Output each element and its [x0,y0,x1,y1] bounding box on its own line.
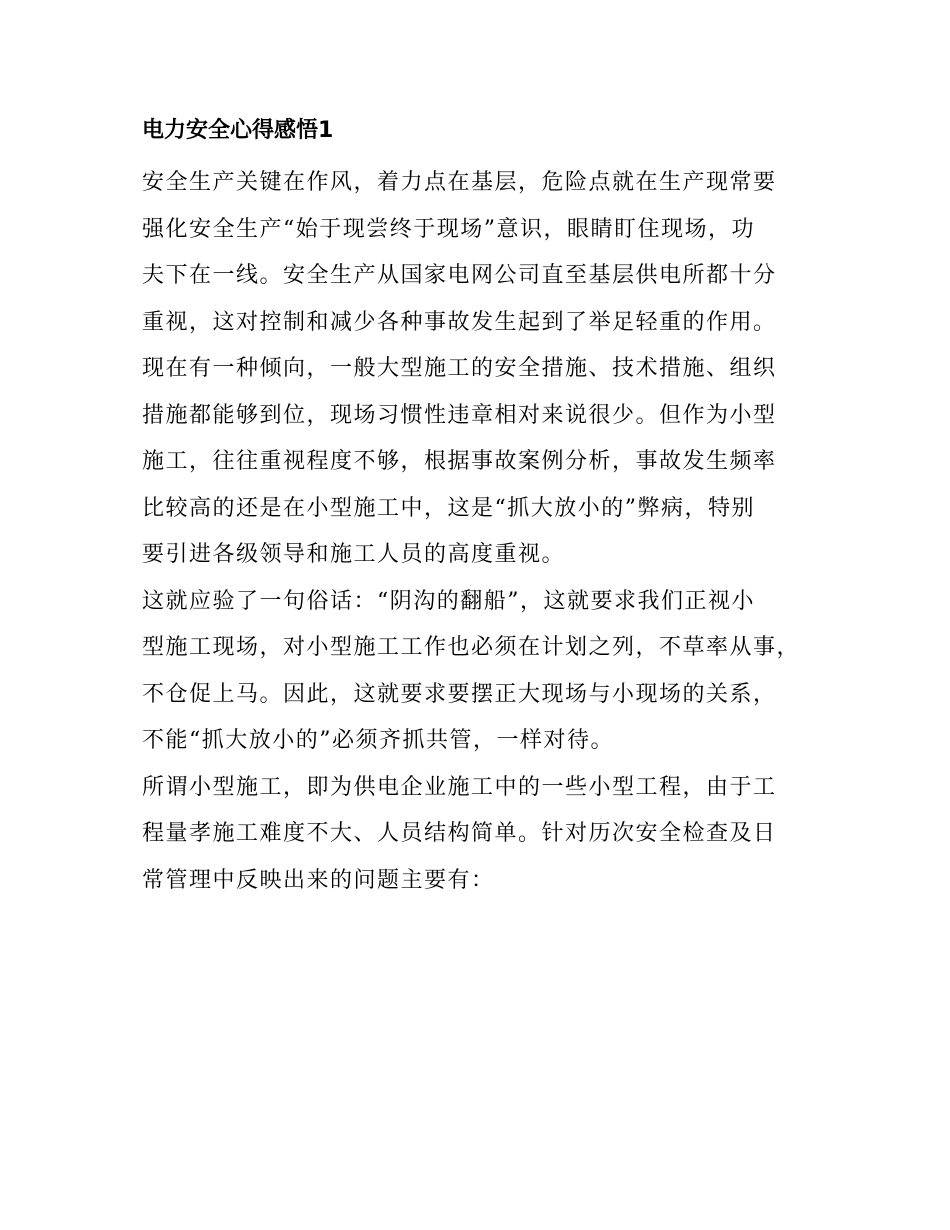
text-line: 重视，这对控制和减少各种事故发生起到了举足轻重的作用。 [142,309,777,335]
text-line: 型施工现场，对小型施工工作也必须在计划之列，不草率从事， [142,635,801,660]
text-line: 常管理中反映出来的问题主要有： [142,867,495,893]
paragraph-4 [142,765,832,905]
text-line: 程量孝施工难度不大、人员结构简单。针对历次安全检查及日 [142,821,777,846]
text-line: 不仓促上马。因此，这就要求要摆正大现场与小现场的关系， [142,681,777,707]
text-line: 强化安全生产“始于现尝终于现场”意识，眼睛盯住现场，功 [142,216,755,242]
text-line: 所谓小型施工，即为供电企业施工中的一些小型工程，由于工 [142,774,777,800]
text-line: 措施都能够到位，现场习惯性违章相对来说很少。但作为小型 [142,402,777,428]
document-body [142,108,832,904]
text-line: 比较高的还是在小型施工中，这是“抓大放小的”弊病，特别 [142,495,755,521]
text-line: 现在有一种倾向，一般大型施工的安全措施、技术措施、组织 [142,356,777,381]
text-line: 夫下在一线。安全生产从国家电网公司直至基层供电所都十分 [142,263,777,288]
text-line: 这就应验了一句俗话：“阴沟的翻船”，这就要求我们正视小 [142,588,755,614]
text-line: 安全生产关键在作风，着力点在基层，危险点就在生产现常要 [142,170,777,195]
paragraph-1 [142,160,832,346]
paragraph-3 [142,579,832,765]
text-line: 施工，往往重视程度不够，根据事故案例分析，事故发生频率 [142,449,777,474]
paragraph-2 [142,346,832,579]
text-line: 不能“抓大放小的”必须齐抓共管，一样对待。 [142,728,614,753]
text-line: 要引进各级领导和施工人员的高度重视。 [142,542,566,567]
document-title: 电力安全心得感悟1 [142,118,334,143]
